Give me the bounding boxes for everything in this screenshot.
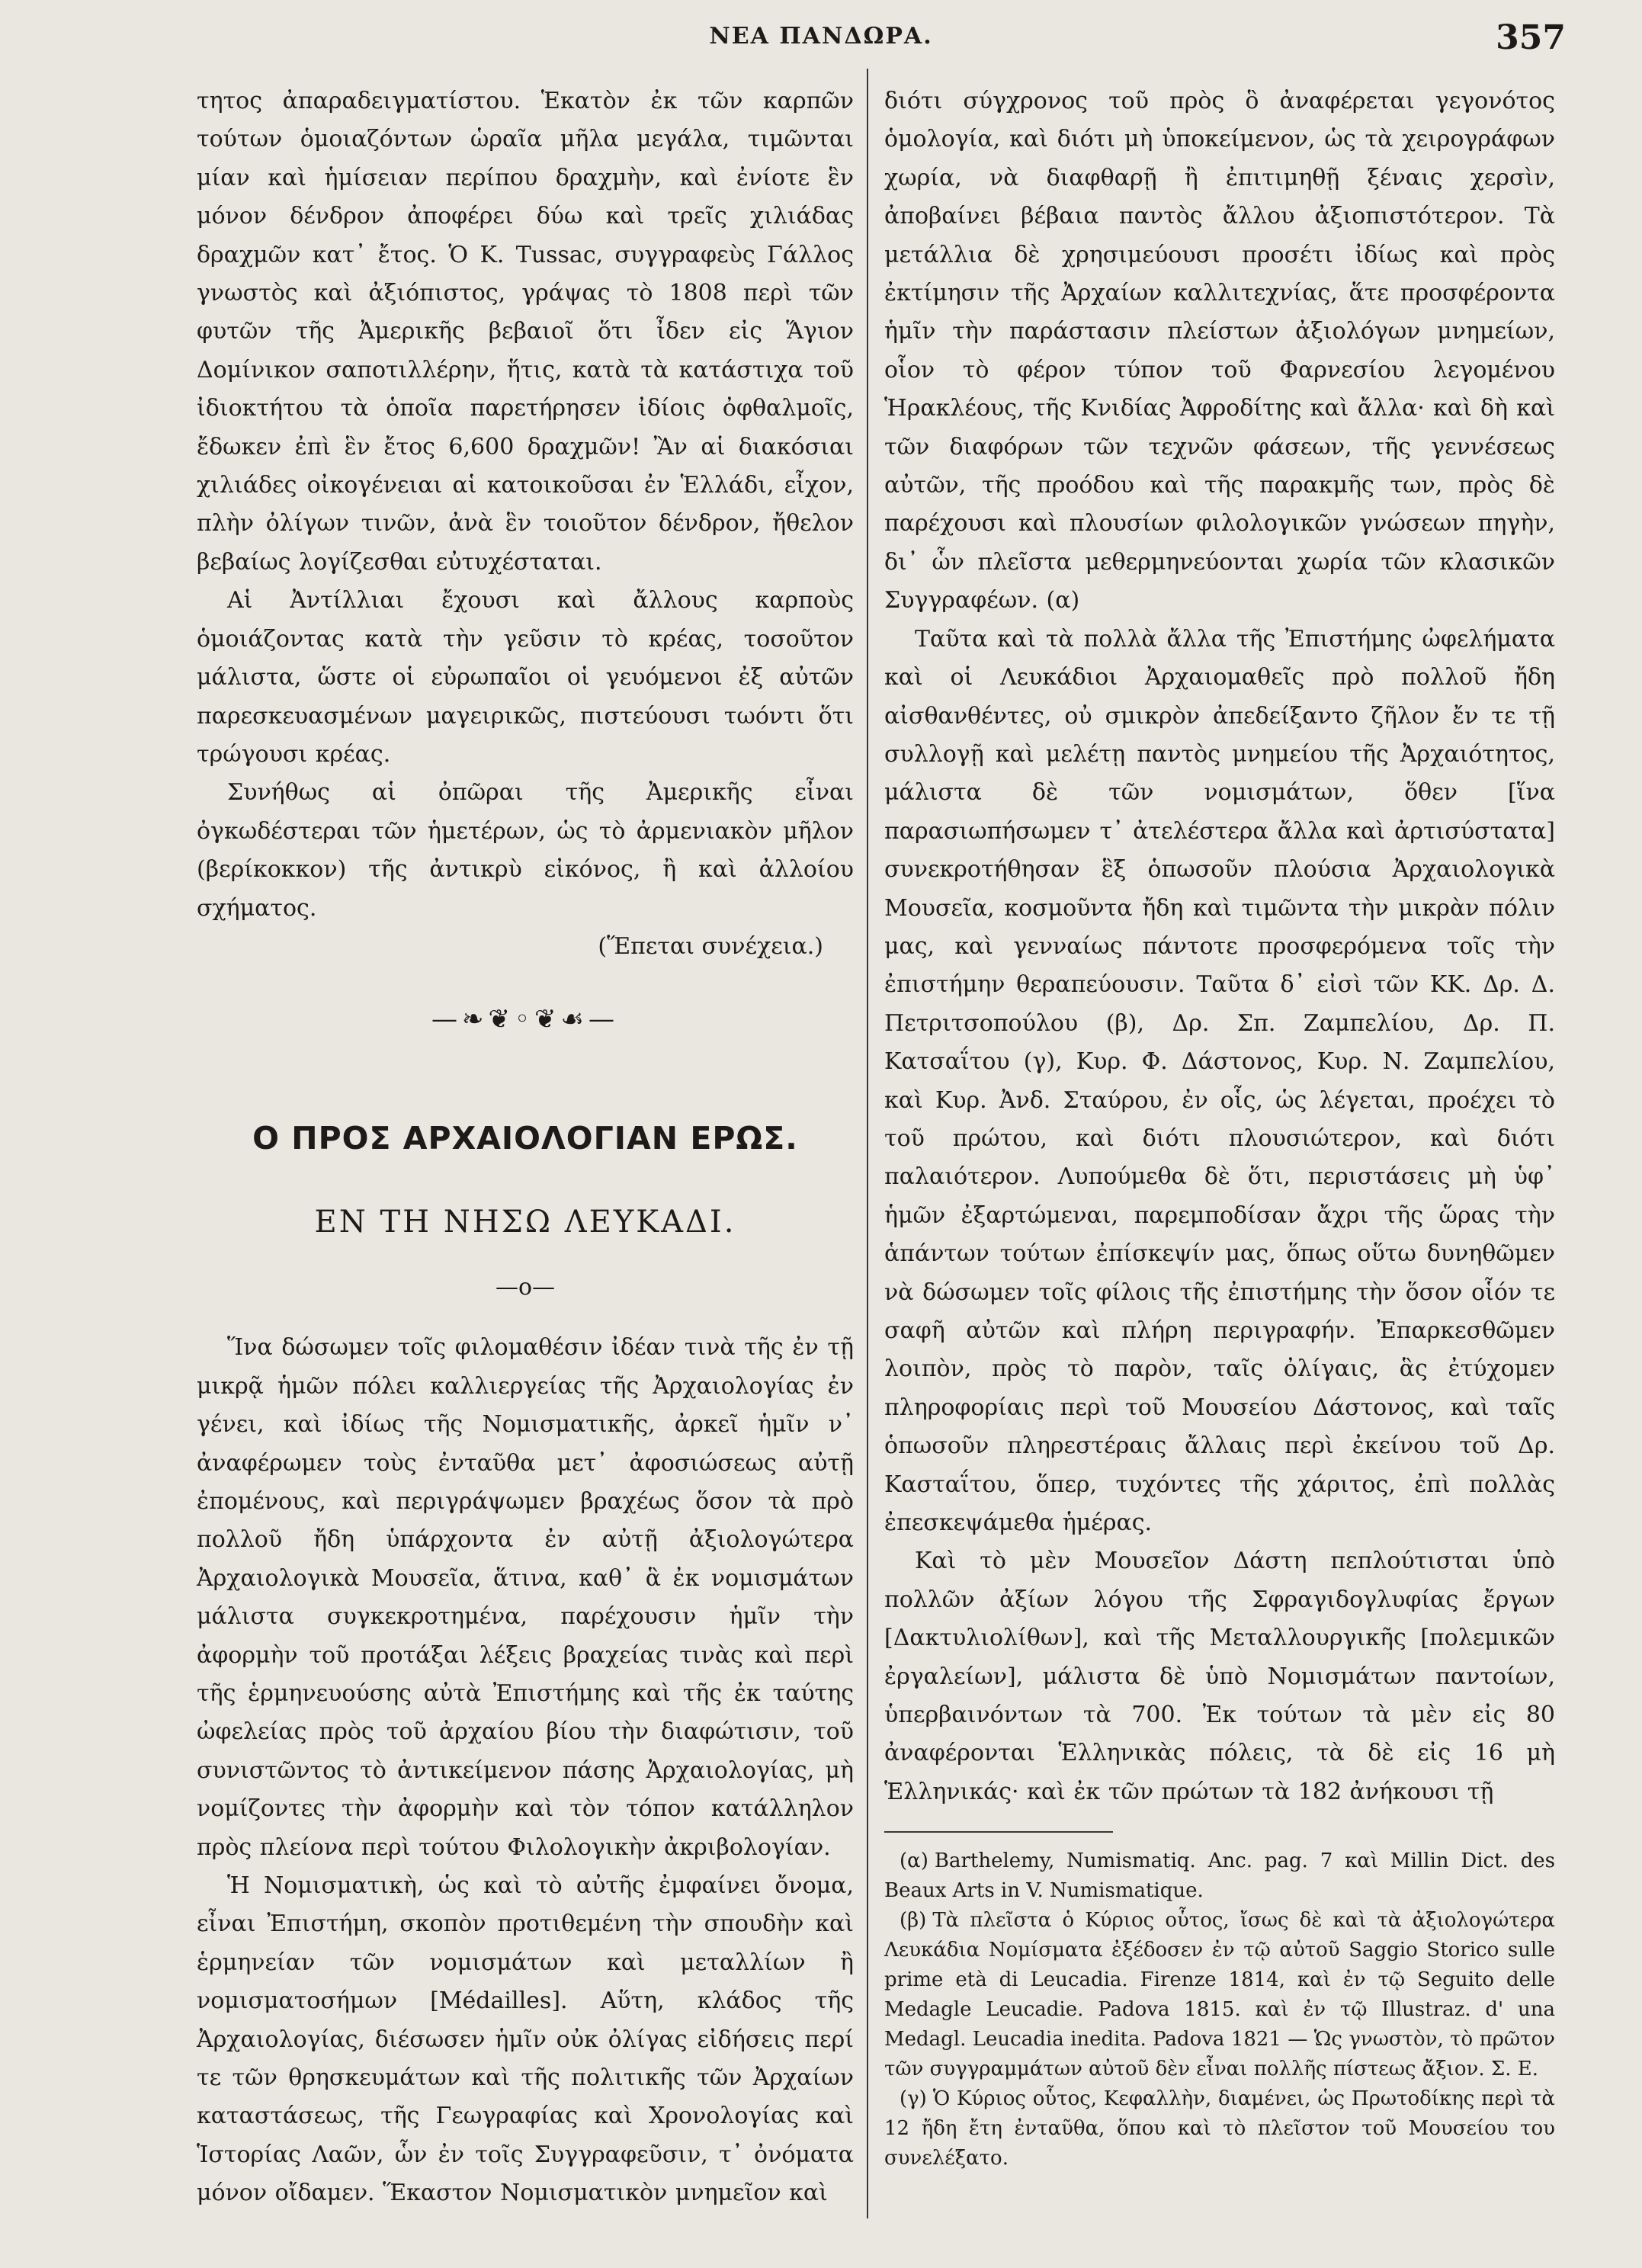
column-divider [867,69,868,2218]
right-paragraph-1: διότι σύγχρονος τοῦ πρὸς ὃ ἀναφέρεται γεγονότος ὁμολογία, καὶ διότι μὴ ὑποκείμενον, ὡς τὰ χειρογράφων χωρία, νὰ διαφθαρῇ ἢ ἐπιτιμηθῇ ξέναις χερσὶν, ἀποβαίνει βέβαια παντὸς ἄλλου ἀξιοπιστότερον. Τὰ μετάλλια δὲ χρησιμεύουσι προσέτι ἰδίως καὶ πρὸς ἐκτίμησιν τῆς Ἀρχαίων καλλιτεχνίας, ἅτε προσφέροντα ἡμῖν τὴν παράστασιν πλείστων ἀξιολόγων μνημείων, οἷον τὸ φέρον τύπον τοῦ Φαρνεσίου λεγομένου Ἡρακλέους, τῆς Κνιδίας Ἀφροδίτης καὶ ἄλλα· καὶ δὴ καὶ τῶν διαφόρων τῶν τεχνῶν φάσεων, τῆς γεννέσεως αὐτῶν, τῆς προόδου καὶ τῆς παρακμῆς των, πρὸς δὲ παρέχουσι καὶ πλουσίων φιλολογικῶν γνώσεων πηγὴν, δι᾽ ὧν πλεῖστα μεθερμηνεύονται χωρία τῶν κλασικῶν Συγγραφέων. (α) [884,88,1555,614]
running-title: ΝΕΑ ΠΑΝΔΩΡΑ. [709,23,933,50]
left-paragraph-3: Συνήθως αἱ ὀπῶραι τῆς Ἀμερικῆς εἶναι ὀγκωδέστεραι τῶν ἡμετέρων, ὡς τὸ ἀρμενιακὸν μῆλον (βερίκοκκον) τῆς ἀντικρὺ εἰκόνος, ἢ καὶ ἀλλοίου σχήματος. [197,779,854,922]
section-ornament: —❧❦◦❦☙— [431,1004,619,1035]
section-mark: —ο— [495,1274,556,1301]
footnote-mark: (α) [900,1849,928,1873]
footnote-b [884,1906,1555,2084]
article-title: Ο ΠΡΟΣ ΑΡΧΑΙΟΛΟΓΙΑΝ ΕΡΩΣ. [252,1120,798,1157]
page-number: 357 [1496,18,1566,57]
left-paragraph-5: Ἡ Νομισματικὴ, ὡς καὶ τὸ αὐτῆς ἐμφαίνει ὄνομα, εἶναι Ἐπιστήμη, σκοπὸν προτιθεμένη τὴν σπουδὴν καὶ ἑρμηνείαν τῶν νομισμάτων καὶ μεταλλίων ἢ νομισματοσήμων [Médailles]. Αὕτη, κλάδος τῆς Ἀρχαιολογίας, διέσωσεν ἡμῖν οὐκ ὀλίγας εἰδήσεις περί τε τῶν θρησκευμάτων καὶ τῆς πολιτικῆς τῶν Ἀρχαίων καταστάσεως, τῆς Γεωγραφίας καὶ Χρονολογίας καὶ Ἱστορίας Λαῶν, ὧν ἐν τοῖς Συγγραφεῦσιν, τ᾽ ὀνόματα μόνον οἴδαμεν. Ἕκαστον Νομισματικὸν μνημεῖον καὶ [197,1872,854,2207]
footnote-c [884,2084,1555,2173]
footnote-a [884,1846,1555,1906]
footnote-text: Barthelemy, Numismatiq. Anc. pag. 7 καὶ Millin Dict. des Beaux Arts in V. Numismatique. [884,1849,1555,1903]
running-head [0,17,1642,70]
right-column [884,82,1555,2173]
footnote-mark: (γ) [900,2087,927,2111]
left-paragraph-4: Ἵνα δώσωμεν τοῖς φιλομαθέσιν ἰδέαν τινὰ τῆς ἐν τῇ μικρᾷ ἡμῶν πόλει καλλιεργείας τῆς Ἀρχαιολογίας ἐν γένει, καὶ ἰδίως τῆς Νομισματικῆς, ἀρκεῖ ἡμῖν ν᾽ ἀναφέρωμεν τοὺς ἐνταῦθα μετ᾽ ἀφοσιώσεως αὐτῇ ἐπομένους, καὶ περιγράψωμεν βραχέως ὅσον τὰ πρὸ πολλοῦ ἤδη ὑπάρχοντα ἐν αὐτῇ ἀξιολογώτερα Ἀρχαιολογικὰ Μουσεῖα, ἅτινα, καθ᾽ ἃ ἐκ νομισμάτων μάλιστα συγκεκροτημένα, παρέχουσιν ἡμῖν τὴν ἀφορμὴν τοῦ προτάξαι λέξεις βραχείας τινὰς καὶ περὶ τῆς ἑρμηνευούσης αὐτὰ Ἐπιστήμης καὶ τῆς ἐκ ταύτης ὠφελείας πρὸς τοῦ ἀρχαίου βίου τὴν διαφώτισιν, τοῦ συνιστῶντος τὸ ἀντικείμενον πάσης Ἀρχαιολογίας, μὴ νομίζοντες τὴν ἀφορμὴν καὶ τὸν τόπον κατάλληλον πρὸς πλείονα περὶ τούτου Φιλολογικὴν ἀκριβολογίαν. [197,1334,854,1861]
right-paragraph-2: Ταῦτα καὶ τὰ πολλὰ ἄλλα τῆς Ἐπιστήμης ὠφελήματα καὶ οἱ Λευκάδιοι Ἀρχαιομαθεῖς πρὸ πολλοῦ ἤδη αἰσθανθέντες, οὐ σμικρὸν ἀπεδείξαντο ζῆλον ἔν τε τῇ συλλογῇ καὶ μελέτῃ παντὸς μνημείου τῆς Ἀρχαιότητος, μάλιστα δὲ τῶν νομισμάτων, ὅθεν [ἵνα παρασιωπήσωμεν τ᾽ ἀτελέστερα ἄλλα καὶ ἀρτισύστατα] συνεκροτήθησαν ἓξ ὁπωσοῦν πλούσια Ἀρχαιολογικὰ Μουσεῖα, κοσμοῦντα ἤδη καὶ τιμῶντα τὴν μικρὰν πόλιν μας, καὶ γενναίως πάντοτε προσφερόμενα τοῖς τὴν ἐπιστήμην θεραπεύουσιν. Ταῦτα δ᾽ εἰσὶ τῶν ΚΚ. Δρ. Δ. Πετριτσοπούλου (β), Δρ. Σπ. Ζαμπελίου, Δρ. Π. Κατσαΐτου (γ), Κυρ. Φ. Δάστονος, Κυρ. Ν. Ζαμπελίου, καὶ Κυρ. Ἀνδ. Σταύρου, ἐν οἷς, ὡς λέγεται, προέχει τὸ τοῦ πρώτου, καὶ διότι πλουσιώτερον, καὶ διότι παλαιότερον. Λυπούμεθα δὲ ὅτι, περιστάσεις μὴ ὑφ᾽ ἡμῶν ἐξαρτώμεναι, παρεμποδίσαν ἄχρι τῆς ὥρας τὴν ἁπάντων τούτων ἐπίσκεψίν μας, ὅπως οὕτω δυνηθῶμεν νὰ δώσωμεν τοῖς φίλοις τῆς ἐπιστήμης τὴν ὅσον οἷόν τε σαφῆ αὐτῶν καὶ πλήρη περιγραφήν. Ἐπαρκεσθῶμεν λοιπὸν, πρὸς τὸ παρὸν, ταῖς ὀλίγαις, ἃς ἐτύχομεν πληροφορίαις περὶ τοῦ Μουσείου Δάστονος, καὶ ταῖς ὁπωσοῦν πληρεστέραις ἄλλαις περὶ ἐκείνου τοῦ Δρ. Κασταΐτου, ὅπερ, τυχόντες τῆς χάριτος, ἐπὶ πολλὰς ἐπεσκεψάμεθα ἡμέρας. [884,625,1555,1537]
footnote-text: Τὰ πλεῖστα ὁ Κύριος οὗτος, ἴσως δὲ καὶ τὰ ἀξιολογώτερα Λευκάδια Νομίσματα ἐξέδοσεν ἐν τῷ αὐτοῦ Saggio Storico sulle prime età di Leucadia. Firenze 1814, καὶ ἐν τῷ Seguito delle Medagle Leucadie. Padova 1815. καὶ ἐν τῷ Illustraz. d' una Medagl. Leucadia inedita. Padova 1821 — Ὡς γνωστὸν, τὸ πρῶτον τῶν συγγραμμάτων αὐτοῦ δὲν εἶναι πολλῆς πίστεως ἄξιον. Σ. Ε. [884,1909,1555,2081]
footnote-mark: (β) [900,1909,927,1933]
left-column [197,82,854,2213]
footnote-text: Ὁ Κύριος οὗτος, Κεφαλλὴν, διαμένει, ὡς Πρωτοδίκης περὶ τὰ 12 ἤδη ἔτη ἐνταῦθα, ὅπου καὶ τὸ πλεῖστον τοῦ Μουσείου του συνελέξατο. [884,2087,1555,2170]
left-paragraph-2: Αἱ Ἀντίλλιαι ἔχουσι καὶ ἄλλους καρποὺς ὁμοιάζοντας κατὰ τὴν γεῦσιν τὸ κρέας, τοσοῦτον μάλιστα, ὥστε οἱ εὐρωπαῖοι οἱ γευόμενοι ἐξ αὐτῶν παρεσκευασμένων μαγειρικῶς, πιστεύουσι τωόντι ὅτι τρώγουσι κρέας. [197,587,854,768]
continued-note: (Ἕπεται συνέχεια.) [598,932,823,960]
footnote-rule [884,1831,1113,1833]
article-subtitle: ΕΝ ΤΗ ΝΗΣΩ ΛΕΥΚΑΔΙ. [314,1205,736,1240]
right-paragraph-3: Καὶ τὸ μὲν Μουσεῖον Δάστη πεπλούτισται ὑπὸ πολλῶν ἀξίων λόγου τῆς Σφραγιδογλυφίας ἔργων [Δακτυλιολίθων], καὶ τῆς Μεταλλουργικῆς [πολεμικῶν ἐργαλείων], μάλιστα δὲ ὑπὸ Νομισμάτων παντοίων, ὑπερβαινόντων τὰ 700. Ἐκ τούτων τὰ μὲν εἰς 80 ἀναφέρονται Ἑλληνικὰς πόλεις, τὰ δὲ εἰς 16 μὴ Ἑλληνικάς· καὶ ἐκ τῶν πρώτων τὰ 182 ἀνήκουσι τῇ [884,1548,1555,1805]
left-paragraph-1: τητος ἀπαραδειγματίστου. Ἑκατὸν ἐκ τῶν καρπῶν τούτων ὁμοιαζόντων ὡραῖα μῆλα μεγάλα, τιμῶνται μίαν καὶ ἡμίσειαν περίπου δραχμὴν, καὶ ἐνίοτε ἓν μόνον δένδρον ἀποφέρει δύω καὶ τρεῖς χιλιάδας δραχμῶν κατ᾽ ἔτος. Ὁ Κ. Tussac, συγγραφεὺς Γάλλος γνωστὸς καὶ ἀξιόπιστος, γράψας τὸ 1808 περὶ τῶν φυτῶν τῆς Ἀμερικῆς βεβαιοῖ ὅτι ἶδεν εἰς Ἅγιον Δομίνικον σαποτιλλέρην, ἥτις, κατὰ τὰ κατάστιχα τοῦ ἰδιοκτήτου τὰ ὁποῖα παρετήρησεν ἰδίοις ὀφθαλμοῖς, ἔδωκεν ἐπὶ ἓν ἔτος 6,600 δραχμῶν! Ἂν αἱ διακόσιαι χιλιάδες οἰκογένειαι αἱ κατοικοῦσαι ἐν Ἑλλάδι, εἶχον, πλὴν ὀλίγων τινῶν, ἀνὰ ἓν τοιοῦτον δένδρον, ἤθελον βεβαίως λογίζεσθαι εὐτυχέσταται. [197,88,854,576]
